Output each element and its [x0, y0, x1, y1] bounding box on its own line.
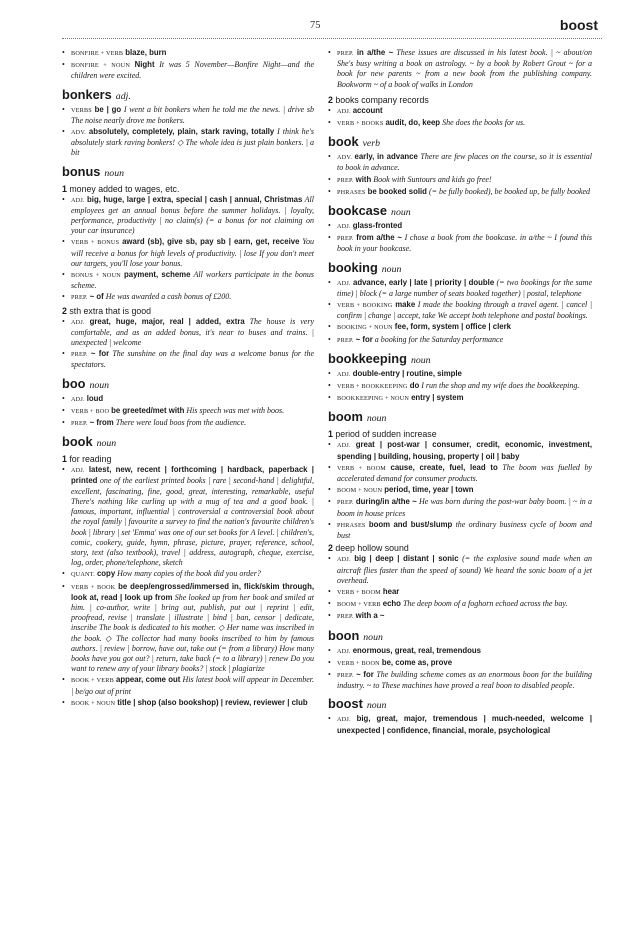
bullet-icon: • [62, 237, 65, 247]
example-text: His speech was met with boos. [186, 405, 285, 415]
dictionary-entry [328, 48, 592, 90]
collocates: early, in advance [354, 152, 418, 162]
collocates: boom and bust/slump [368, 519, 453, 529]
entry-line [62, 237, 314, 269]
sense-heading [328, 95, 592, 106]
bullet-icon: • [62, 270, 65, 280]
entry-line [62, 127, 314, 159]
grammar-label: ADJ. [71, 196, 85, 204]
entry-line [328, 221, 592, 232]
collocates: big, great, major, tremendous | much-needed, welcome | unexpected | confidence, financial, morale, psychological [337, 714, 593, 735]
sense-number: 1 [62, 454, 67, 465]
grammar-label: VERB + BONUS [71, 239, 120, 247]
sense-definition: sth extra that is good [69, 305, 152, 316]
left-column [62, 48, 314, 714]
sense-number: 1 [328, 429, 333, 440]
entry-line [328, 554, 592, 586]
grammar-label: ADJ. [71, 318, 85, 326]
headword-text: bookkeeping [328, 350, 407, 366]
entry-line [62, 270, 314, 291]
entry-line [62, 675, 314, 696]
grammar-label: PHRASES [337, 521, 366, 529]
collocates: glass-fronted [352, 221, 403, 231]
sense-number: 2 [328, 94, 333, 105]
bullet-icon: • [328, 233, 331, 243]
collocates: payment, scheme [123, 270, 191, 280]
part-of-speech: noun [391, 207, 411, 219]
bullet-icon: • [328, 611, 331, 621]
collocates: entry | system [411, 393, 464, 403]
grammar-label: PREP. [337, 671, 354, 679]
bullet-icon: • [328, 334, 331, 344]
bullet-icon: • [328, 174, 331, 184]
grammar-label: BOOM + NOUN [337, 487, 383, 495]
entry-line [328, 520, 592, 541]
entry-line [328, 599, 592, 610]
entry-headword [62, 164, 314, 182]
entry-line [62, 394, 314, 405]
entry-headword [328, 696, 592, 714]
bullet-icon: • [62, 405, 65, 415]
entry-line [328, 393, 592, 404]
example-text: These issues are discussed in his latest book. | ~ about/on She's busy writing a book on astrology. ~ by a book by Robert Grout ~ for a book for new parents ~ from a new book from the publishing company. Bookworm ~ of a book of walks in London [337, 48, 592, 89]
bullet-icon: • [62, 697, 65, 707]
bullet-icon: • [328, 322, 331, 332]
grammar-label: VERBS [71, 106, 92, 114]
example-text: She does the books for us. [442, 118, 526, 128]
dictionary-entry [62, 434, 314, 709]
entry-line [62, 406, 314, 417]
part-of-speech: noun [104, 167, 124, 179]
entry-line [328, 278, 592, 299]
grammar-label: VERB + BOON [337, 659, 380, 667]
collocates: be | go [94, 104, 122, 114]
collocates: with [355, 174, 372, 184]
sense-number: 2 [328, 543, 333, 554]
bullet-icon: • [328, 554, 331, 564]
bullet-icon: • [328, 393, 331, 403]
collocates: advance, early | late | priority | double [353, 277, 495, 287]
entry-line [62, 465, 314, 568]
grammar-label: ADJ. [337, 647, 351, 655]
collocates: latest, new, recent | forthcoming | hardback, paperback | printed [71, 465, 314, 486]
grammar-label: BOOM + VERB [337, 601, 381, 609]
bullet-icon: • [328, 586, 331, 596]
entry-line [328, 322, 592, 333]
part-of-speech: noun [366, 700, 387, 712]
dictionary-entry [328, 696, 592, 735]
entry-line [328, 381, 592, 392]
entry-headword [62, 376, 314, 394]
bullet-icon: • [62, 418, 65, 428]
grammar-label: ADJ. [337, 370, 351, 378]
entry-line [62, 418, 314, 429]
sense-definition: period of sudden increase [335, 429, 437, 440]
entry-line [62, 582, 314, 675]
entry-line [328, 106, 592, 117]
bullet-icon: • [328, 186, 331, 196]
sense-heading [328, 543, 592, 554]
grammar-label: VERB + BOOKKEEPING [337, 383, 408, 391]
dictionary-entry [62, 376, 314, 430]
grammar-label: PHRASES [337, 188, 366, 196]
collocates: big, huge, large | extra, special | cash | annual, Christmas [87, 194, 303, 204]
grammar-label: QUANT. [71, 571, 95, 579]
collocates: with a ~ [355, 611, 385, 621]
example-text: I chose a book from the bookcase. in a/the ~ I found this book in your bookcase. [337, 233, 593, 254]
example-text: The building scheme comes as an enormous boon for the building industry. ~ to These machines have proved a real boon to disabled people. [337, 669, 593, 691]
example-text: Book with Suntours and kids go free! [373, 174, 492, 184]
bullet-icon: • [62, 48, 65, 57]
grammar-label: VERB + BOOK [71, 583, 116, 591]
bullet-icon: • [328, 105, 331, 115]
example-text: I run the shop and my wife does the bookkeeping. [421, 381, 580, 391]
example-text: The deep boom of a foghorn echoed across the bay. [402, 599, 568, 609]
bullet-icon: • [328, 48, 331, 57]
collocates: from a/the ~ [356, 233, 402, 243]
grammar-label: VERB + BOOKING [337, 302, 393, 310]
entry-headword [328, 260, 592, 278]
bullet-icon: • [62, 127, 65, 137]
sense-definition: deep hollow sound [335, 543, 409, 554]
collocates: ~ for [356, 669, 374, 679]
example-text: She looked up from her book and smiled at him. | co-author, write | bring out, publish, put out | reprint | edit, proofread, revise | translate | illustrate | bind | ban, censor | dedicate, inscribe The book is dedicated to his mother. ◇ Her name was inscribed in the book. ◇ The collector had many books inscribed to him by famous authors. | review | borrow, have out, take out (= from a library) How many books have you got out? | return, take back (= to a library) | renew Do you want to renew any of your library books? | stock | plagiarize [71, 592, 315, 674]
bullet-icon: • [328, 714, 331, 724]
bullet-icon: • [62, 569, 65, 579]
bullet-icon: • [328, 599, 331, 609]
bullet-icon: • [328, 368, 331, 378]
bullet-icon: • [328, 221, 331, 231]
collocates: audit, do, keep [385, 118, 441, 128]
grammar-label: PREP. [71, 351, 88, 359]
bullet-icon: • [328, 118, 331, 128]
example-text: All employees get an annual bonus before the summer holidays. | loyalty, performance, productivity | no claim(s) (= a bonus for not claiming on your car insurance) [71, 194, 315, 236]
example-text: I think he's absolutely stark raving bonkers! ◇ The whole idea is just plain bonkers. | a bit [71, 127, 315, 158]
grammar-label: ADV. [337, 154, 352, 162]
bullet-icon: • [328, 440, 331, 450]
entry-line [328, 152, 592, 173]
headword-text: boon [328, 627, 360, 643]
grammar-label: ADV. [71, 129, 86, 137]
entry-line [62, 105, 314, 126]
entry-line [328, 485, 592, 496]
part-of-speech: noun [381, 263, 402, 275]
entry-line [328, 670, 592, 691]
headword-text: bonkers [62, 86, 112, 102]
bullet-icon: • [62, 194, 65, 204]
collocates: ~ for [90, 349, 110, 359]
grammar-label: VERB + BOOM [337, 588, 381, 596]
sense-definition: for reading [69, 454, 112, 465]
collocates: Night [134, 60, 155, 70]
grammar-label: PREP. [337, 235, 354, 243]
dictionary-entry [328, 134, 592, 198]
entry-line [328, 48, 592, 90]
entry-line [328, 118, 592, 129]
grammar-label: PREP. [337, 613, 354, 621]
bullet-icon: • [328, 462, 331, 472]
grammar-label: VERB + BOOM [337, 464, 386, 472]
entry-line [328, 440, 592, 461]
collocates: copy [96, 569, 116, 579]
dictionary-entry [62, 87, 314, 159]
entry-line [328, 335, 592, 346]
page-header [0, 17, 638, 40]
entry-headword [62, 434, 314, 452]
sense-heading [62, 306, 314, 317]
collocates: do [409, 381, 420, 391]
entry-line [328, 646, 592, 657]
headword-text: bookcase [328, 203, 388, 219]
entry-line [62, 317, 314, 349]
entry-headword [328, 409, 592, 427]
grammar-label: BONFIRE + NOUN [71, 62, 130, 70]
dictionary-entry [328, 260, 592, 346]
collocates: during/in a/the ~ [355, 497, 417, 507]
bullet-icon: • [328, 300, 331, 310]
example-text: He was born during the post-war baby boom. | ~ in a boom in house prices [337, 497, 593, 518]
dictionary-entry [62, 48, 314, 82]
collocates: ~ of [89, 292, 104, 302]
collocates: be booked solid [367, 186, 427, 196]
example-text: All workers participate in the bonus scheme. [71, 270, 315, 291]
example-text: There were loud boos from the audience. [115, 418, 247, 428]
bullet-icon: • [328, 152, 331, 162]
part-of-speech: adj. [115, 90, 131, 102]
collocates: make [395, 300, 416, 310]
example-text: He was awarded a cash bonus of £200. [105, 292, 232, 302]
entry-line [328, 611, 592, 622]
dictionary-entry [328, 628, 592, 692]
dictionary-entry [328, 203, 592, 255]
grammar-label: BOOKING + NOUN [337, 324, 393, 332]
collocates: award (sb), give sb, pay sb | earn, get, receive [122, 237, 300, 247]
grammar-label: ADJ. [337, 223, 351, 231]
entry-line [328, 233, 592, 254]
grammar-label: VERB + BOO [71, 407, 110, 415]
bullet-icon: • [62, 292, 65, 302]
collocates: great | post-war | consumer, credit, economic, investment, spending | building, housing, property | oil | baby [337, 440, 593, 461]
entry-line [62, 292, 314, 303]
grammar-label: ADJ. [337, 442, 351, 450]
collocates: account [352, 105, 383, 115]
bullet-icon: • [328, 485, 331, 495]
bullet-icon: • [328, 277, 331, 287]
bullet-icon: • [328, 645, 331, 655]
collocates: be, come as, prove [381, 657, 453, 667]
example-text: I went a bit bonkers when he told me the news. | drive sb The noise nearly drove me bonkers. [71, 104, 315, 125]
grammar-label: PREP. [337, 499, 354, 507]
headword-text: boom [328, 409, 363, 425]
entry-line [328, 587, 592, 598]
dictionary-entry [328, 351, 592, 405]
bullet-icon: • [328, 657, 331, 667]
entry-line [62, 698, 314, 709]
bullet-icon: • [328, 381, 331, 391]
bullet-icon: • [62, 316, 65, 326]
example-text: The sunshine on the final day was a welcome bonus for the spectators. [71, 349, 314, 370]
collocates: hear [382, 586, 400, 596]
collocates: echo [382, 599, 401, 609]
entry-headword [328, 628, 592, 646]
entry-headword [62, 87, 314, 105]
entry-line [328, 463, 592, 484]
grammar-label: BONFIRE + VERB [71, 50, 124, 57]
headword-text: boost [328, 696, 363, 712]
part-of-speech: noun [96, 438, 117, 450]
example-text: His latest book will appear in December. | be/go out of print [71, 675, 314, 696]
sense-heading [62, 454, 314, 465]
bullet-icon: • [62, 104, 65, 114]
collocates: big | deep | distant | sonic [354, 554, 459, 564]
grammar-label: VERB + BOOKS [337, 120, 384, 128]
entry-headword [328, 134, 592, 152]
grammar-label: ADJ. [337, 556, 351, 564]
entry-line [328, 175, 592, 186]
entry-line [62, 60, 314, 81]
collocates: in a/the ~ [356, 48, 394, 57]
collocates: ~ for [355, 334, 373, 344]
entry-line [328, 714, 592, 735]
bullet-icon: • [62, 465, 65, 475]
collocates: fee, form, system | office | clerk [394, 322, 511, 332]
bullet-icon: • [328, 669, 331, 679]
headword-text: book [328, 134, 359, 150]
sense-number: 2 [62, 305, 67, 316]
bullet-icon: • [62, 675, 65, 685]
bullet-icon: • [62, 349, 65, 359]
example-text: (= the explosive sound made when an aircraft flies faster than the speed of sound) We heard the sonic boom of a jet overhead. [337, 554, 592, 585]
example-text: The house is very comfortable, and as an added bonus, it's near to buses and trains. | unexpected | welcome [71, 316, 315, 348]
headword-text: bonus [62, 163, 101, 179]
headword-text: book [62, 434, 93, 450]
example-text: I made the booking through a travel agent. | cancel | confirm | change | accept, take We accept both telephone and postal bookings. [337, 300, 593, 321]
sense-number: 1 [62, 183, 67, 194]
entry-headword [328, 203, 592, 221]
dictionary-entry [62, 164, 314, 371]
grammar-label: BONUS + NOUN [71, 272, 121, 280]
headword-text: boo [62, 375, 86, 391]
entry-line [62, 48, 314, 59]
collocates: appear, come out [116, 675, 181, 685]
grammar-label: ADJ. [337, 716, 351, 724]
grammar-label: PREP. [71, 420, 88, 428]
sense-definition: books company records [335, 94, 429, 105]
grammar-label: BOOK + NOUN [71, 699, 116, 707]
example-text: (= be fully booked), be booked up, be fully booked [428, 186, 591, 196]
grammar-label: PREP. [337, 336, 354, 344]
entry-line [62, 349, 314, 370]
example-text: one of the earliest printed books | rare | second-hand | delightful, excellent, fascinating, fine, good, great, interesting, remarkable, useful There's nothing like curling up with a mug of tea and a good book. | famous, important, influential | controversial a controversial book about the royal family | favourite a survey to find the nation's favourite children's book | library | set 'Emma' was one of our set books for A level. | children's, comic, cookery, guide, hymn, phrase, picture, prayer, reference, school, story, text (also textbook), travel | address, autograph, cheque, exercise, log, order, phone/telephone, sketch [71, 476, 315, 568]
grammar-label: BOOK + VERB [71, 677, 114, 685]
grammar-label: PREP. [337, 176, 354, 184]
grammar-label: ADJ. [71, 467, 85, 475]
right-column [328, 48, 592, 741]
grammar-label: PREP. [71, 294, 88, 302]
collocates: title | shop (also bookshop) | review, reviewer | club [117, 697, 308, 707]
bullet-icon: • [62, 393, 65, 403]
collocates: double-entry | routine, simple [352, 368, 462, 378]
part-of-speech: verb [362, 138, 380, 150]
collocates: loud [86, 393, 104, 403]
grammar-label: ADJ. [337, 279, 351, 287]
grammar-label: PREP. [337, 50, 354, 57]
sense-definition: money added to wages, etc. [69, 183, 180, 194]
collocates: ~ from [89, 418, 114, 428]
entry-line [328, 300, 592, 321]
header-rule [62, 38, 602, 39]
part-of-speech: noun [366, 413, 387, 425]
sense-heading [62, 184, 314, 195]
grammar-label: ADJ. [71, 395, 85, 403]
example-text: a booking for the Saturday performance [374, 334, 504, 344]
collocates: cause, create, fuel, lead to [390, 462, 498, 472]
grammar-label: ADJ. [337, 107, 351, 115]
running-head: boost [559, 17, 598, 33]
collocates: blaze, burn [125, 48, 167, 57]
example-text: The boom was fuelled by accelerated demand for consumer products. [337, 462, 592, 484]
entry-line [62, 195, 314, 237]
example-text: How many copies of the book did you order? [117, 569, 261, 579]
headword-text: booking [328, 259, 378, 275]
part-of-speech: noun [410, 354, 431, 366]
entry-line [328, 497, 592, 518]
collocates: enormous, great, real, tremendous [352, 645, 481, 655]
dictionary-entry [328, 95, 592, 129]
entry-headword [328, 351, 592, 369]
bullet-icon: • [62, 581, 65, 591]
entry-line [328, 369, 592, 380]
example-text: the ordinary business cycle of boom and bust [337, 519, 593, 541]
collocates: great, huge, major, real | added, extra [89, 316, 245, 326]
collocates: be greeted/met with [111, 405, 185, 415]
collocates: period, time, year | town [384, 485, 474, 495]
example-text: It was 5 November—Bonfire Night—and the children were excited. [71, 60, 315, 81]
example-text: There are few places on the course, so it is essential to book in advance. [337, 152, 593, 173]
page-number: 75 [310, 20, 321, 31]
part-of-speech: noun [89, 379, 110, 391]
part-of-speech: noun [363, 631, 383, 643]
grammar-label: BOOKKEEPING + NOUN [337, 395, 410, 403]
entry-line [328, 187, 592, 198]
collocates: be deep/engrossed/immersed in, flick/skim through, look at, read | look up from [71, 581, 314, 602]
dictionary-entry [328, 409, 592, 622]
bullet-icon: • [62, 60, 65, 70]
entry-line [62, 569, 314, 580]
bullet-icon: • [328, 497, 331, 507]
example-text: (= two bookings for the same time) | block (= a large number of seats booked together) | postal, telephone [337, 277, 593, 298]
sense-heading [328, 429, 592, 440]
bullet-icon: • [328, 519, 331, 529]
example-text: You will receive a bonus for high levels of productivity. | lose If you don't meet our targets, you'll lose your bonus. [71, 237, 315, 268]
collocates: absolutely, completely, plain, stark raving, totally [88, 127, 275, 137]
entry-line [328, 658, 592, 669]
